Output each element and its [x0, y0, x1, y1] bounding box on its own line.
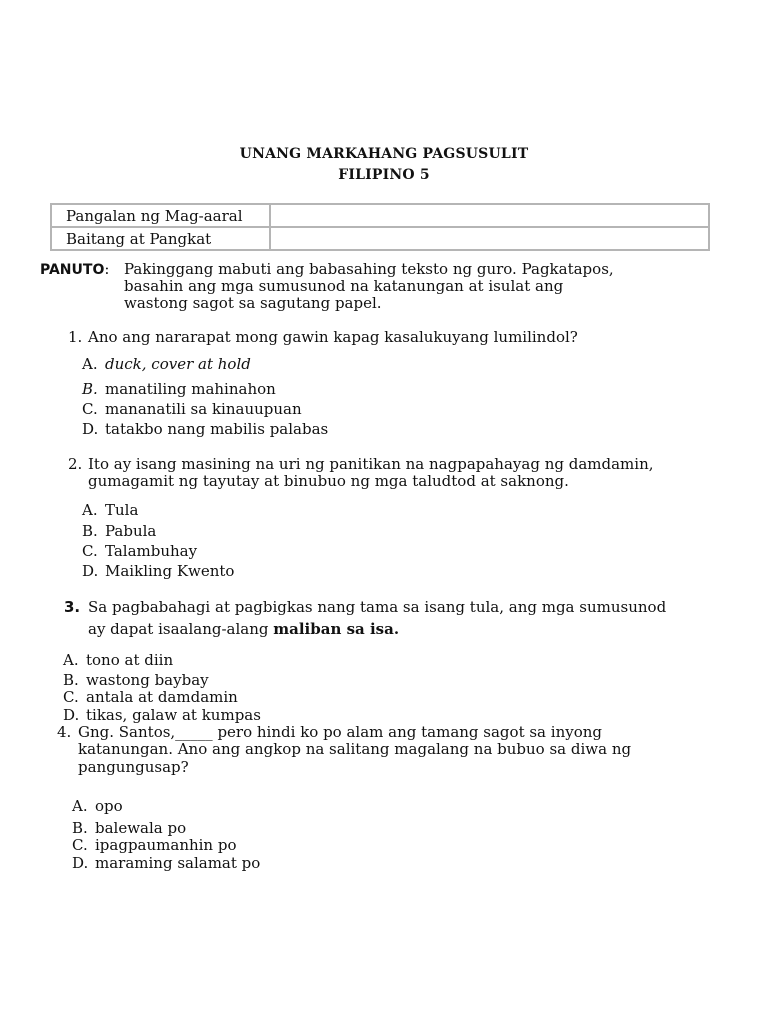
choice-text: tono at diin — [86, 651, 174, 669]
student-info-table — [50, 203, 710, 251]
table-row — [51, 204, 709, 227]
question-number: 2. — [68, 455, 83, 473]
choice-text: tatakbo nang mabilis palabas — [105, 420, 329, 438]
question-text: ay dapat isaalang-alang — [88, 620, 269, 638]
choice-text: balewala po — [95, 819, 187, 837]
question-number: 1. — [68, 328, 83, 346]
choice-letter: C. — [72, 836, 88, 854]
choice-letter: A. — [82, 501, 98, 519]
choice-letter: B. — [82, 380, 98, 398]
choice-text: manatiling mahinahon — [105, 380, 276, 398]
choice-letter: D. — [63, 706, 80, 724]
question-text: Sa pagbabahagi at pagbigkas nang tama sa isang tula, ang mga sumusunod — [88, 598, 667, 616]
table-row — [51, 227, 709, 250]
instructions-line: basahin ang mga sumusunod na katanungan at isulat ang — [124, 277, 564, 295]
question-number: 3. — [64, 598, 81, 616]
question-text: Ano ang nararapat mong gawin kapag kasalukuyang lumilindol? — [88, 328, 578, 346]
question-text: gumagamit ng tayutay at binubuo ng mga taludtod at saknong. — [88, 472, 569, 490]
exam-subject: FILIPINO 5 — [338, 167, 430, 183]
instructions-line: Pakinggang mabuti ang babasahing teksto ng guro. Pagkatapos, — [124, 260, 614, 278]
choice-text: tikas, galaw at kumpas — [86, 706, 261, 724]
choice-text: Pabula — [105, 522, 157, 540]
choice-text: Maikling Kwento — [105, 562, 235, 580]
choice-letter: B. — [63, 671, 79, 689]
choice-text: wastong baybay — [86, 671, 209, 689]
choice-letter: C. — [82, 542, 98, 560]
question-number: 4. — [57, 723, 72, 741]
choice-letter: A. — [72, 797, 88, 815]
choice-text: duck, cover at hold — [105, 355, 251, 373]
grade-section-label: Baitang at Pangkat — [51, 227, 270, 250]
student-name-field[interactable] — [270, 204, 709, 227]
question-text: Gng. Santos,_____ pero hindi ko po alam ang tamang sagot sa inyong — [78, 723, 602, 741]
choice-text: antala at damdamin — [86, 688, 238, 706]
question-text: pangungusap? — [78, 758, 189, 776]
question-emphasis: maliban sa isa. — [273, 620, 400, 638]
choice-text: ipagpaumanhin po — [95, 836, 237, 854]
instructions-label: PANUTO — [40, 262, 105, 278]
question-text: Ito ay isang masining na uri ng panitikan na nagpapahayag ng damdamin, — [88, 455, 654, 473]
choice-letter: A. — [82, 355, 98, 373]
instructions-colon: : — [104, 260, 110, 278]
choice-letter: D. — [82, 562, 99, 580]
choice-letter: C. — [82, 400, 98, 418]
choice-text: maraming salamat po — [95, 854, 261, 872]
choice-text: opo — [95, 797, 123, 815]
choice-letter: D. — [82, 420, 99, 438]
choice-letter: C. — [63, 688, 79, 706]
grade-section-field[interactable] — [270, 227, 709, 250]
choice-text: Tula — [105, 501, 139, 519]
choice-letter: B. — [72, 819, 88, 837]
choice-text: Talambuhay — [105, 542, 198, 560]
choice-letter: B. — [82, 522, 98, 540]
student-name-label: Pangalan ng Mag-aaral — [51, 204, 270, 227]
choice-letter: A. — [63, 651, 79, 669]
instructions-line: wastong sagot sa sagutang papel. — [124, 294, 382, 312]
question-text: katanungan. Ano ang angkop na salitang magalang na bubuo sa diwa ng — [78, 740, 632, 758]
exam-title: UNANG MARKAHANG PAGSUSULIT — [239, 146, 529, 162]
choice-letter: D. — [72, 854, 89, 872]
choice-text: mananatili sa kinauupuan — [105, 400, 302, 418]
